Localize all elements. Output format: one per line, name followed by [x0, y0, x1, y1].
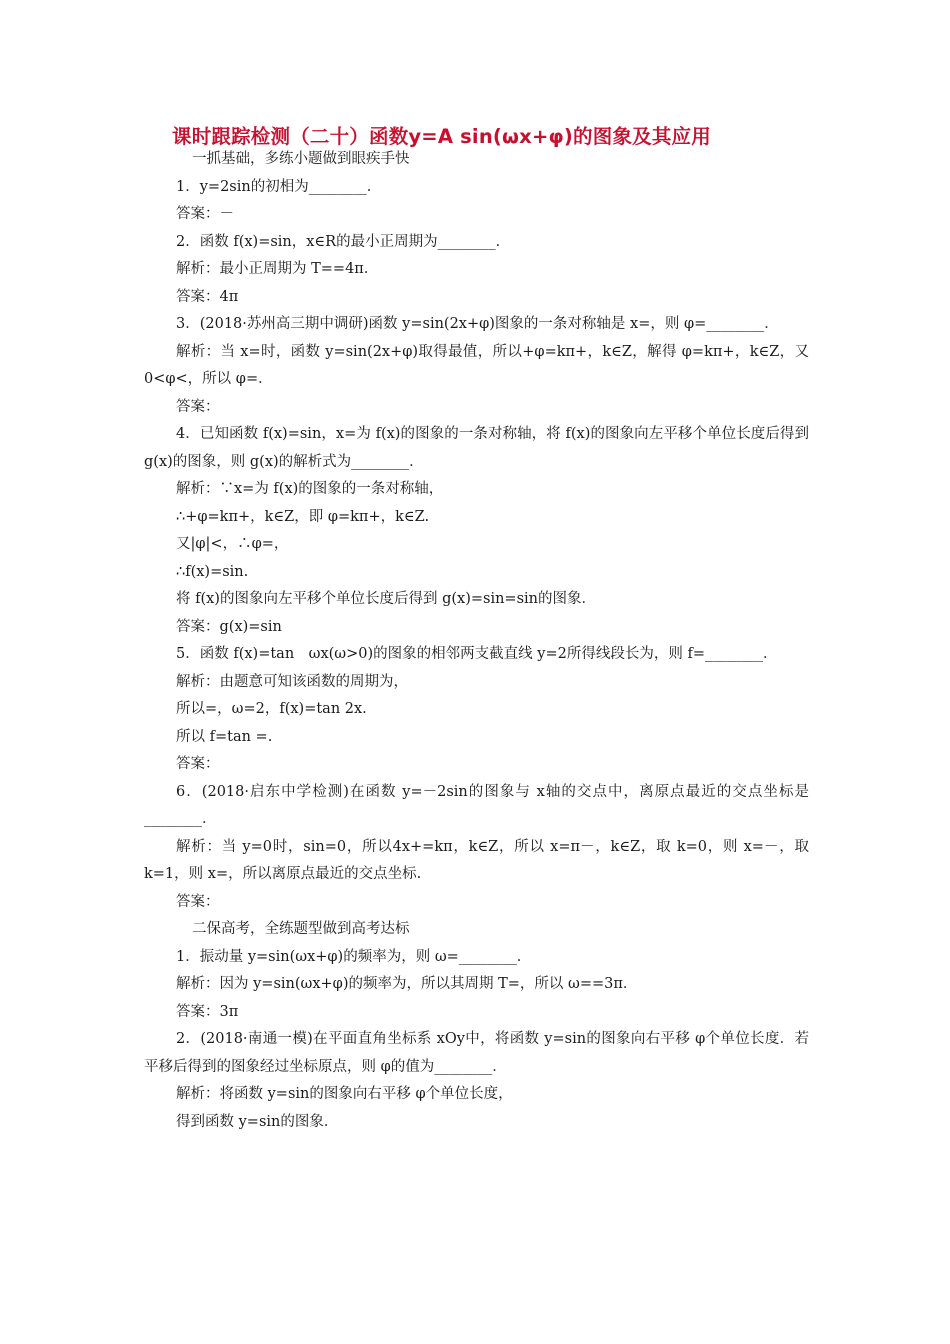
question-3: 3．(2018·苏州高三期中调研)函数 y=sin(2x+φ)图象的一条对称轴是 x=，则 φ=________． — [176, 316, 779, 332]
answer-5: 答案： — [176, 756, 220, 772]
solution-6: 解析：当 y=0时，sin=0，所以4x+=kπ，k∈Z，所以 x=π－，k∈Z，取 k=0，则 x=－，取 k=1，则 x=，所以离原点最近的交点坐标. — [144, 838, 814, 882]
answer-1: 答案：－ — [176, 206, 234, 222]
solution-4-line-1: 解析：∵x=为 f(x)的图象的一条对称轴， — [176, 481, 444, 497]
page-title: 课时跟踪检测（二十）函数y=A sin(ωx+φ)的图象及其应用 — [172, 125, 711, 148]
solution-4-line-4: ∴f(x)=sin. — [176, 563, 249, 580]
question-b2: 2．(2018·南通一模)在平面直角坐标系 xOy中，将函数 y=sin的图象向右平移 φ个单位长度．若平移后得到的图象经过坐标原点，则 φ的值为________． — [144, 1031, 809, 1075]
answer-4: 答案：g(x)=sin — [176, 618, 282, 635]
section-heading-1: 一抓基础，多练小题做到眼疾手快 — [192, 151, 410, 167]
question-2: 2．函数 f(x)=sin，x∈R的最小正周期为________． — [176, 233, 511, 250]
question-1: 1．y=2sin的初相为________． — [176, 178, 382, 195]
solution-4-line-3: 又|φ|<，∴φ=， — [176, 536, 289, 552]
solution-b2-line-1: 解析：将函数 y=sin的图象向右平移 φ个单位长度， — [176, 1086, 513, 1102]
answer-3: 答案： — [176, 398, 220, 415]
document-body — [144, 146, 814, 1136]
question-6: 6．(2018·启东中学检测)在函数 y=－2sin的图象与 x轴的交点中，离原点最近的交点坐标是________． — [144, 783, 809, 827]
solution-4-line-2: ∴+φ=kπ+，k∈Z，即 φ=kπ+，k∈Z. — [176, 508, 430, 525]
solution-5-line-3: 所以 f=tan =. — [176, 728, 273, 745]
solution-5-line-1: 解析：由题意可知该函数的周期为， — [176, 673, 408, 690]
solution-4-line-5: 将 f(x)的图象向左平移个单位长度后得到 g(x)=sin=sin的图象． — [176, 591, 596, 607]
solution-3: 解析：当 x=时，函数 y=sin(2x+φ)取得最值，所以+φ=kπ+，k∈Z，解得 φ=kπ+，k∈Z，又0<φ<，所以 φ=． — [144, 343, 809, 387]
section-heading-2: 二保高考，全练题型做到高考达标 — [192, 921, 410, 937]
solution-b1: 解析：因为 y=sin(ωx+φ)的频率为，所以其周期 T=，所以 ω==3π． — [176, 976, 638, 992]
question-4: 4．已知函数 f(x)=sin，x=为 f(x)的图象的一条对称轴，将 f(x)的图象向左平移个单位长度后得到 g(x)的图象，则 g(x)的解析式为________． — [144, 426, 814, 470]
question-5: 5．函数 f(x)=tan ωx(ω>0)的图象的相邻两支截直线 y=2所得线段长为，则 f=________． — [176, 646, 778, 662]
solution-2: 解析：最小正周期为 T==4π． — [176, 261, 379, 277]
answer-6: 答案： — [176, 893, 220, 910]
answer-b1: 答案：3π — [176, 1003, 239, 1020]
answer-2: 答案：4π — [176, 288, 239, 305]
solution-5-line-2: 所以=，ω=2，f(x)=tan 2x. — [176, 701, 367, 717]
solution-b2-line-2: 得到函数 y=sin的图象． — [176, 1113, 339, 1130]
question-b1: 1．振动量 y=sin(ωx+φ)的频率为，则 ω=________． — [176, 948, 532, 965]
